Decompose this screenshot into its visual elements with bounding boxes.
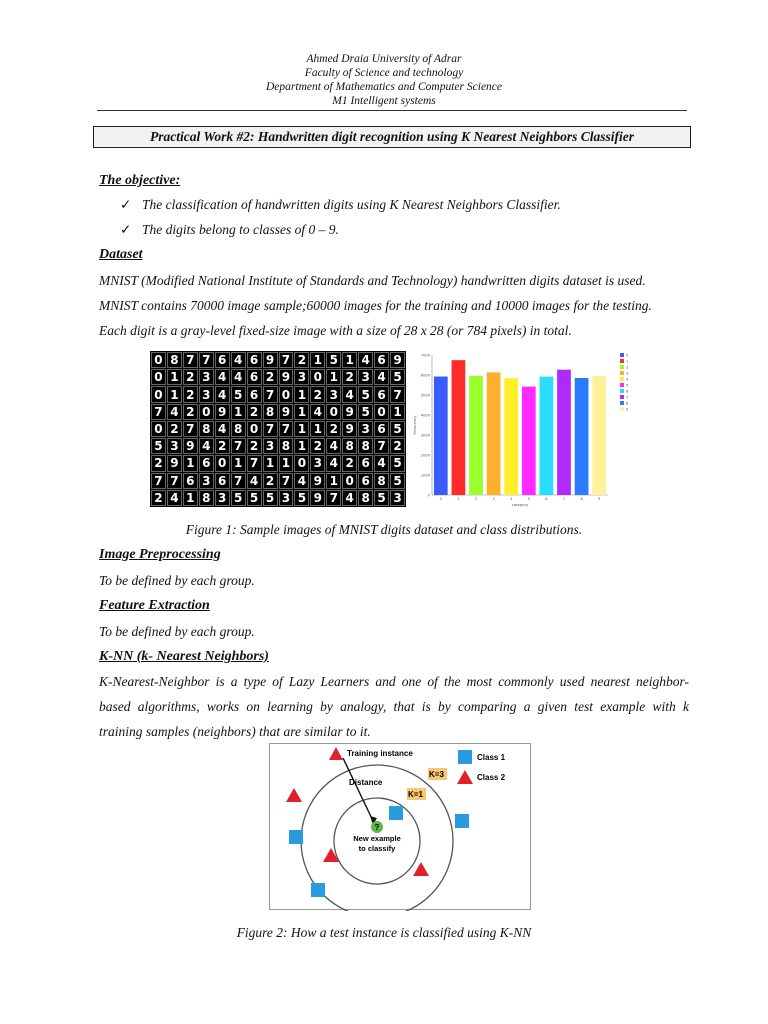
digit-cell: 7 — [279, 421, 294, 437]
digit-cell: 9 — [310, 473, 325, 489]
x-tick-label: 8 — [580, 497, 583, 501]
legend-class2-label: Class 2 — [477, 773, 506, 782]
digit-cell: 5 — [390, 473, 405, 489]
digit-cell: 2 — [183, 369, 198, 385]
training-instance-label: Training instance — [347, 749, 413, 758]
digit-cell: 0 — [199, 404, 214, 420]
digit-cell: 0 — [151, 352, 166, 368]
x-tick-label: 2 — [474, 497, 478, 501]
digit-cell: 4 — [326, 455, 341, 471]
knn-heading: K-NN (k- Nearest Neighbors) — [99, 649, 269, 664]
digit-cell: 9 — [342, 421, 357, 437]
digit-cell: 3 — [390, 490, 405, 506]
y-tick-label: 4000 — [420, 413, 430, 418]
legend-label: 4 — [626, 377, 629, 382]
digit-cell: 6 — [215, 352, 230, 368]
digit-cell: 6 — [374, 352, 389, 368]
digit-cell: 6 — [374, 421, 389, 437]
digit-cell: 0 — [374, 404, 389, 420]
digit-cell: 1 — [326, 369, 341, 385]
digit-cell: 0 — [279, 386, 294, 402]
k1-label: K=1 — [408, 790, 423, 799]
digit-cell: 2 — [294, 352, 309, 368]
digit-cell: 3 — [215, 490, 230, 506]
digit-cell: 1 — [231, 455, 246, 471]
knn-diagram — [269, 743, 531, 911]
legend-swatch — [620, 407, 624, 411]
digit-cell: 2 — [263, 473, 278, 489]
legend-class1-square-icon — [458, 750, 472, 764]
legend-swatch — [620, 389, 624, 393]
y-tick-label: 2000 — [420, 453, 430, 458]
class1-square-icon — [289, 830, 303, 844]
faculty-name: Faculty of Science and technology — [304, 67, 464, 79]
digit-cell: 1 — [294, 386, 309, 402]
dataset-heading: Dataset — [99, 247, 143, 262]
legend-swatch — [620, 383, 624, 387]
digit-cell: 7 — [374, 438, 389, 454]
y-tick-label: 1000 — [420, 473, 430, 478]
digit-cell: 1 — [310, 352, 325, 368]
legend-swatch — [620, 377, 624, 381]
legend-class1-label: Class 1 — [477, 753, 506, 762]
digit-cell: 8 — [263, 404, 278, 420]
digit-cell: 7 — [279, 352, 294, 368]
digit-cell: 0 — [151, 421, 166, 437]
digit-cell: 0 — [342, 473, 357, 489]
program-name: M1 Intelligent systems — [332, 95, 436, 107]
digit-cell: 2 — [183, 404, 198, 420]
checkmark-icon: ✓ — [120, 222, 132, 237]
digit-cell: 7 — [231, 473, 246, 489]
x-tick-label: 4 — [510, 497, 513, 501]
bar-class-9 — [592, 376, 606, 495]
preprocessing-heading: Image Preprocessing — [99, 547, 221, 562]
digit-cell: 3 — [199, 369, 214, 385]
digit-cell: 6 — [215, 473, 230, 489]
x-tick-label: 1 — [457, 497, 460, 501]
digit-cell: 9 — [342, 404, 357, 420]
digit-cell: 8 — [374, 473, 389, 489]
bar-class-3 — [487, 372, 501, 495]
knn-paragraph-line: K-Nearest-Neighbor is a type of Lazy Learners and one of the most commonly used nearest neighbor- — [99, 674, 689, 689]
digit-cell: 6 — [199, 455, 214, 471]
digit-cell: 4 — [374, 455, 389, 471]
knn-paragraph-line: training samples (neighbors) that are similar to it. — [99, 724, 371, 739]
feature-extraction-text: To be defined by each group. — [99, 624, 255, 639]
digit-cell: 1 — [390, 404, 405, 420]
digit-cell: 5 — [294, 490, 309, 506]
digit-cell: 6 — [247, 352, 262, 368]
bar-class-5 — [522, 387, 536, 495]
digit-cell: 1 — [183, 455, 198, 471]
digit-cell: 7 — [151, 404, 166, 420]
x-tick-label: 5 — [527, 497, 530, 501]
digit-cell: 3 — [199, 386, 214, 402]
digit-cell: 8 — [167, 352, 182, 368]
digit-cell: 0 — [151, 386, 166, 402]
digit-cell: 3 — [310, 455, 325, 471]
digit-cell: 9 — [215, 404, 230, 420]
bar-class-8 — [575, 378, 589, 495]
digit-cell: 5 — [358, 404, 373, 420]
k3-label: K=3 — [429, 770, 444, 779]
bullet-text: The digits belong to classes of 0 – 9. — [142, 222, 339, 237]
y-tick-label: 3000 — [420, 433, 430, 438]
digit-cell: 8 — [342, 438, 357, 454]
digit-cell: 1 — [167, 386, 182, 402]
y-tick-label: 6000 — [420, 373, 430, 378]
digit-cell: 2 — [326, 421, 341, 437]
bar-class-4 — [504, 378, 518, 495]
digit-cell: 2 — [390, 438, 405, 454]
legend-swatch — [620, 365, 624, 369]
digit-cell: 4 — [374, 369, 389, 385]
digit-cell: 2 — [167, 421, 182, 437]
legend-label: 6 — [626, 389, 629, 394]
objective-bullet — [120, 221, 339, 239]
digit-cell: 7 — [326, 490, 341, 506]
objective-heading: The objective: — [99, 173, 181, 188]
digit-cell: 4 — [326, 438, 341, 454]
preprocessing-text: To be defined by each group. — [99, 573, 255, 588]
document-title: Practical Work #2: Handwritten digit recognition using K Nearest Neighbors Classifier — [93, 126, 691, 148]
x-tick-label: 7 — [562, 497, 566, 501]
digit-cell: 0 — [310, 369, 325, 385]
digit-cell: 5 — [231, 490, 246, 506]
digit-cell: 8 — [231, 421, 246, 437]
digit-cell: 9 — [167, 455, 182, 471]
mnist-sample-grid — [150, 351, 406, 507]
y-tick-label: 5000 — [420, 393, 430, 398]
digit-cell: 7 — [263, 421, 278, 437]
x-tick-label: 9 — [598, 497, 601, 501]
x-tick-label: 3 — [492, 497, 495, 501]
digit-cell: 8 — [358, 490, 373, 506]
legend-label: 3 — [626, 371, 629, 376]
university-name: Ahmed Draia University of Adrar — [306, 53, 462, 65]
x-axis-label: category — [511, 502, 529, 507]
digit-cell: 4 — [215, 386, 230, 402]
digit-cell: 2 — [247, 438, 262, 454]
digit-cell: 2 — [310, 386, 325, 402]
digit-cell: 0 — [294, 455, 309, 471]
digit-cell: 8 — [199, 490, 214, 506]
digit-cell: 5 — [231, 386, 246, 402]
digit-cell: 6 — [247, 386, 262, 402]
class1-square-icon — [389, 806, 403, 820]
digit-cell: 5 — [151, 438, 166, 454]
new-example-label: New example — [353, 834, 401, 843]
digit-cell: 6 — [358, 473, 373, 489]
digit-cell: 3 — [358, 369, 373, 385]
digit-cell: 7 — [390, 386, 405, 402]
legend-label: 0 — [626, 353, 629, 358]
digit-cell: 4 — [167, 404, 182, 420]
digit-cell: 7 — [263, 386, 278, 402]
digit-cell: 4 — [215, 421, 230, 437]
digit-cell: 5 — [326, 352, 341, 368]
digit-cell: 2 — [247, 404, 262, 420]
digit-cell: 3 — [167, 438, 182, 454]
digit-cell: 5 — [390, 421, 405, 437]
digit-cell: 9 — [279, 369, 294, 385]
digit-cell: 4 — [294, 473, 309, 489]
legend-swatch — [620, 353, 624, 357]
digit-cell: 4 — [199, 438, 214, 454]
digit-cell: 4 — [231, 352, 246, 368]
digit-cell: 7 — [199, 352, 214, 368]
digit-cell: 3 — [294, 369, 309, 385]
objective-bullet — [120, 196, 561, 214]
digit-cell: 0 — [247, 421, 262, 437]
bar-class-6 — [540, 377, 554, 495]
figure2-caption: Figure 2: How a test instance is classified using K-NN — [236, 925, 532, 940]
digit-cell: 5 — [390, 369, 405, 385]
legend-label: 9 — [626, 407, 629, 412]
digit-cell: 8 — [199, 421, 214, 437]
digit-cell: 2 — [310, 438, 325, 454]
distance-label: Distance — [349, 778, 383, 787]
digit-cell: 0 — [215, 455, 230, 471]
class-distribution-chart — [410, 349, 635, 511]
digit-cell: 5 — [374, 490, 389, 506]
x-tick-label: 0 — [439, 497, 442, 501]
digit-cell: 0 — [326, 404, 341, 420]
legend-label: 1 — [626, 359, 629, 364]
y-tick-label: 7000 — [420, 353, 430, 358]
digit-cell: 6 — [374, 386, 389, 402]
dataset-paragraph-3: Each digit is a gray-level fixed-size image with a size of 28 x 28 (or 784 pixels) in total. — [99, 323, 572, 338]
digit-cell: 9 — [310, 490, 325, 506]
digit-cell: 2 — [151, 490, 166, 506]
digit-cell: 4 — [342, 490, 357, 506]
dataset-paragraph-2: MNIST contains 70000 image sample;60000 images for the training and 10000 images for the testing. — [99, 298, 652, 313]
digit-cell: 5 — [390, 455, 405, 471]
digit-cell: 1 — [231, 404, 246, 420]
question-mark: ? — [374, 823, 380, 832]
legend-swatch — [620, 359, 624, 363]
digit-cell: 4 — [167, 490, 182, 506]
digit-cell: 6 — [247, 369, 262, 385]
digit-cell: 6 — [183, 473, 198, 489]
digit-cell: 2 — [183, 386, 198, 402]
header-rule — [97, 110, 687, 111]
feature-extraction-heading: Feature Extraction — [99, 598, 210, 613]
digit-cell: 1 — [263, 455, 278, 471]
digit-cell: 8 — [279, 438, 294, 454]
digit-cell: 9 — [390, 352, 405, 368]
digit-cell: 8 — [358, 438, 373, 454]
dataset-paragraph-1: MNIST (Modified National Institute of Standards and Technology) handwritten digits dataset is used. — [99, 273, 646, 288]
legend-swatch — [620, 395, 624, 399]
digit-cell: 3 — [326, 386, 341, 402]
legend-label: 5 — [626, 383, 629, 388]
digit-cell: 1 — [310, 421, 325, 437]
x-tick-label: 6 — [545, 497, 548, 501]
figure1-caption: Figure 1: Sample images of MNIST digits dataset and class distributions. — [185, 522, 583, 537]
digit-cell: 2 — [342, 369, 357, 385]
digit-cell: 7 — [247, 455, 262, 471]
legend-label: 2 — [626, 365, 629, 370]
y-axis-label: frequency — [412, 415, 417, 435]
digit-cell: 1 — [183, 490, 198, 506]
digit-cell: 5 — [263, 490, 278, 506]
digit-cell: 4 — [231, 369, 246, 385]
digit-cell: 2 — [263, 369, 278, 385]
digit-cell: 4 — [310, 404, 325, 420]
legend-label: 7 — [626, 395, 629, 400]
digit-cell: 0 — [151, 369, 166, 385]
knn-paragraph-line: based algorithms, works on learning by analogy, that is by comparing a given test example with k — [99, 699, 689, 714]
digit-cell: 3 — [199, 473, 214, 489]
digit-cell: 4 — [342, 386, 357, 402]
digit-cell: 1 — [294, 421, 309, 437]
digit-cell: 4 — [358, 352, 373, 368]
bar-class-2 — [469, 376, 483, 495]
bar-class-7 — [557, 370, 571, 495]
bullet-text: The classification of handwritten digits using K Nearest Neighbors Classifier. — [142, 197, 561, 212]
y-tick-label: 0 — [427, 493, 430, 498]
legend-label: 8 — [626, 401, 629, 406]
department-name: Department of Mathematics and Computer Science — [265, 81, 503, 93]
digit-cell: 3 — [358, 421, 373, 437]
digit-cell: 3 — [279, 490, 294, 506]
checkmark-icon: ✓ — [120, 197, 132, 212]
digit-cell: 7 — [231, 438, 246, 454]
digit-cell: 1 — [326, 473, 341, 489]
legend-swatch — [620, 401, 624, 405]
digit-cell: 9 — [263, 352, 278, 368]
digit-cell: 1 — [167, 369, 182, 385]
digit-cell: 5 — [358, 386, 373, 402]
digit-cell: 3 — [263, 438, 278, 454]
class1-square-icon — [311, 883, 325, 897]
digit-cell: 1 — [294, 404, 309, 420]
bar-class-0 — [434, 377, 448, 495]
digit-cell: 9 — [279, 404, 294, 420]
class1-square-icon — [455, 814, 469, 828]
digit-cell: 4 — [215, 369, 230, 385]
digit-cell: 7 — [167, 473, 182, 489]
digit-cell: 1 — [294, 438, 309, 454]
digit-cell: 5 — [247, 490, 262, 506]
digit-cell: 1 — [279, 455, 294, 471]
digit-cell: 7 — [183, 421, 198, 437]
digit-cell: 7 — [151, 473, 166, 489]
legend-swatch — [620, 371, 624, 375]
digit-cell: 6 — [358, 455, 373, 471]
digit-cell: 7 — [279, 473, 294, 489]
new-example-label: to classify — [358, 844, 396, 853]
digit-cell: 9 — [183, 438, 198, 454]
digit-cell: 2 — [215, 438, 230, 454]
digit-cell: 1 — [342, 352, 357, 368]
digit-cell: 2 — [342, 455, 357, 471]
digit-cell: 2 — [151, 455, 166, 471]
digit-cell: 4 — [247, 473, 262, 489]
bar-class-1 — [452, 360, 466, 495]
digit-cell: 7 — [183, 352, 198, 368]
